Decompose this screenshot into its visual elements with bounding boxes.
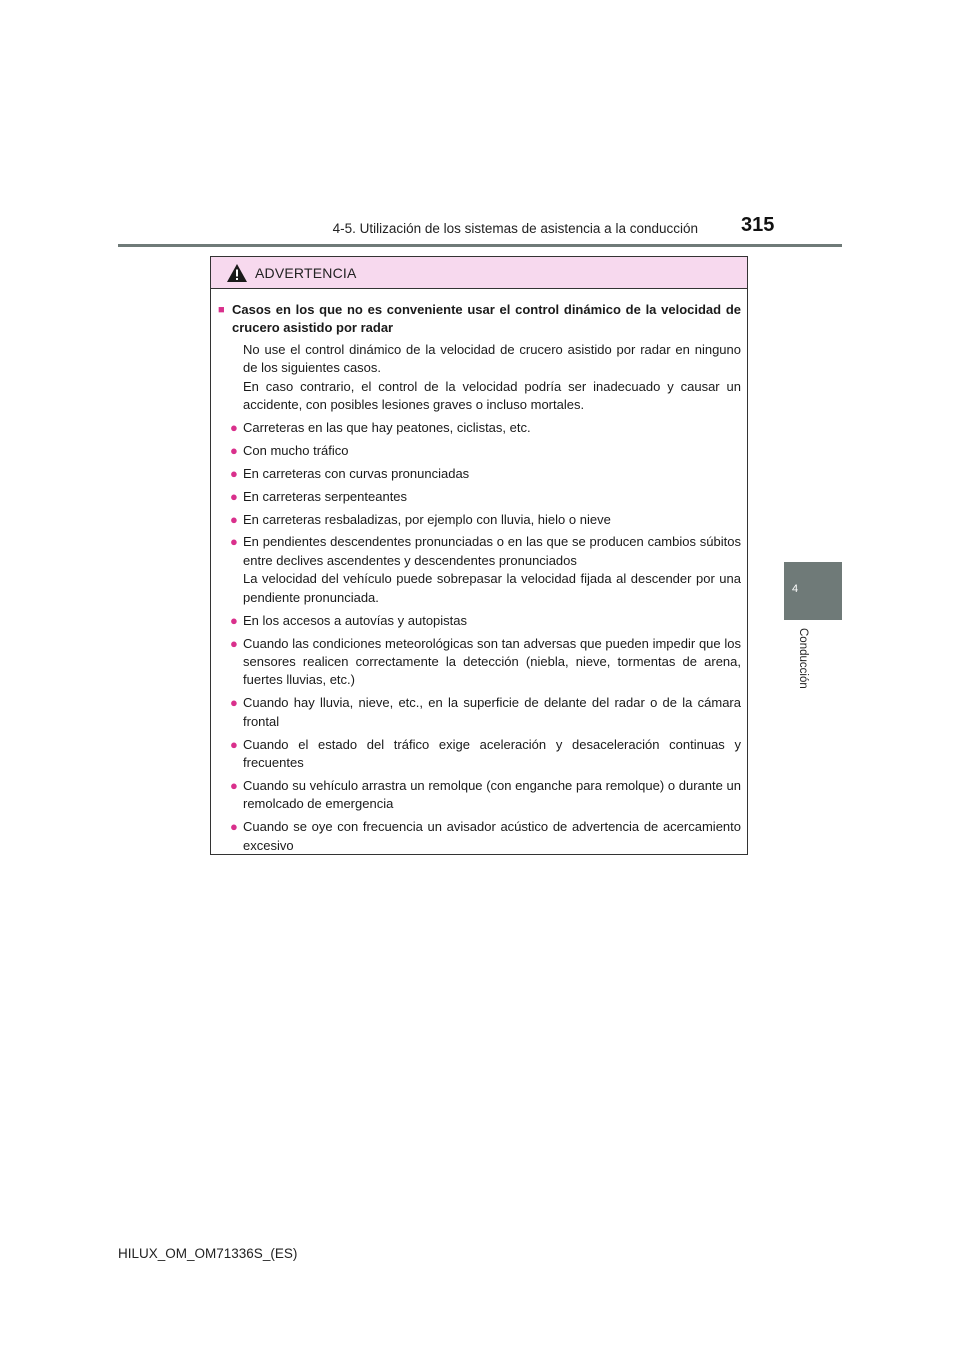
list-item: ● Cuando las condiciones meteorológicas son tan adversas que pueden impedir que los sensores realicen correctamente la detección (niebla, nieve, tormentas de arena, fuertes lluvias, etc.) (230, 635, 741, 690)
chapter-number: 4 (792, 583, 799, 595)
list-item: ● Cuando se oye con frecuencia un avisador acústico de advertencia de acercamiento excesivo (230, 818, 741, 855)
bullet-icon: ● (230, 612, 238, 628)
warning-intro (218, 341, 741, 415)
header-section-title: 4-5. Utilización de los sistemas de asistencia a la conducción (332, 221, 698, 236)
warning-body (211, 289, 747, 855)
list-item: ● Carreteras en las que hay peatones, ciclistas, etc. (230, 419, 741, 437)
warning-title: ADVERTENCIA (255, 264, 357, 281)
bullet-icon: ● (230, 534, 238, 550)
warning-box (210, 256, 748, 855)
list-item (230, 533, 741, 607)
header-rule (118, 244, 842, 247)
list-item: ● Cuando el estado del tráfico exige aceleración y desaceleración continuas y frecuentes (230, 736, 741, 773)
bullet-icon: ● (230, 695, 238, 711)
bullet-icon: ● (230, 419, 238, 435)
item-text: En pendientes descendentes pronunciadas o en las que se producen cambios súbitos entre declives ascendentes y descendentes pronunciados (243, 534, 741, 568)
bullet-icon: ● (230, 635, 238, 651)
list-item: ● Cuando su vehículo arrastra un remolque (con enganche para remolque) o durante un remolcado de emergencia (230, 777, 741, 814)
document-code: HILUX_OM_OM71336S_(ES) (118, 1246, 298, 1261)
chapter-tab (784, 562, 842, 620)
page-number: 315 (741, 214, 775, 236)
warning-triangle-icon (226, 263, 248, 283)
list-item: ● Con mucho tráfico (230, 442, 741, 460)
list-item: ● En carreteras con curvas pronunciadas (230, 465, 741, 483)
bullet-icon: ● (230, 819, 238, 835)
warning-section-heading (218, 301, 741, 338)
warning-list (218, 419, 741, 855)
list-item: ● Cuando hay lluvia, nieve, etc., en la superficie de delante del radar o de la cámara frontal (230, 694, 741, 731)
square-bullet-icon: ■ (218, 304, 225, 316)
section-title: Casos en los que no es conveniente usar el control dinámico de la velocidad de crucero asistido por radar (232, 302, 741, 336)
intro-line: No use el control dinámico de la velocidad de crucero asistido por radar en ninguno de los siguientes casos. (243, 341, 741, 376)
bullet-icon: ● (230, 511, 238, 527)
bullet-icon: ● (230, 488, 238, 504)
chapter-label: Conducción (797, 628, 809, 689)
bullet-icon: ● (230, 736, 238, 752)
warning-header (211, 257, 747, 289)
bullet-icon: ● (230, 465, 238, 481)
intro-line: En caso contrario, el control de la velocidad podría ser inadecuado y causar un accidente, con posibles lesiones graves o incluso mortales. (243, 378, 741, 413)
bullet-icon: ● (230, 777, 238, 793)
bullet-icon: ● (230, 442, 238, 458)
list-item: ● En carreteras serpenteantes (230, 488, 741, 506)
item-note: La velocidad del vehículo puede sobrepasar la velocidad fijada al descender por una pendiente pronunciada. (243, 571, 741, 605)
list-item: ● En carreteras resbaladizas, por ejemplo con lluvia, hielo o nieve (230, 511, 741, 529)
list-item: ● En los accesos a autovías y autopistas (230, 612, 741, 630)
